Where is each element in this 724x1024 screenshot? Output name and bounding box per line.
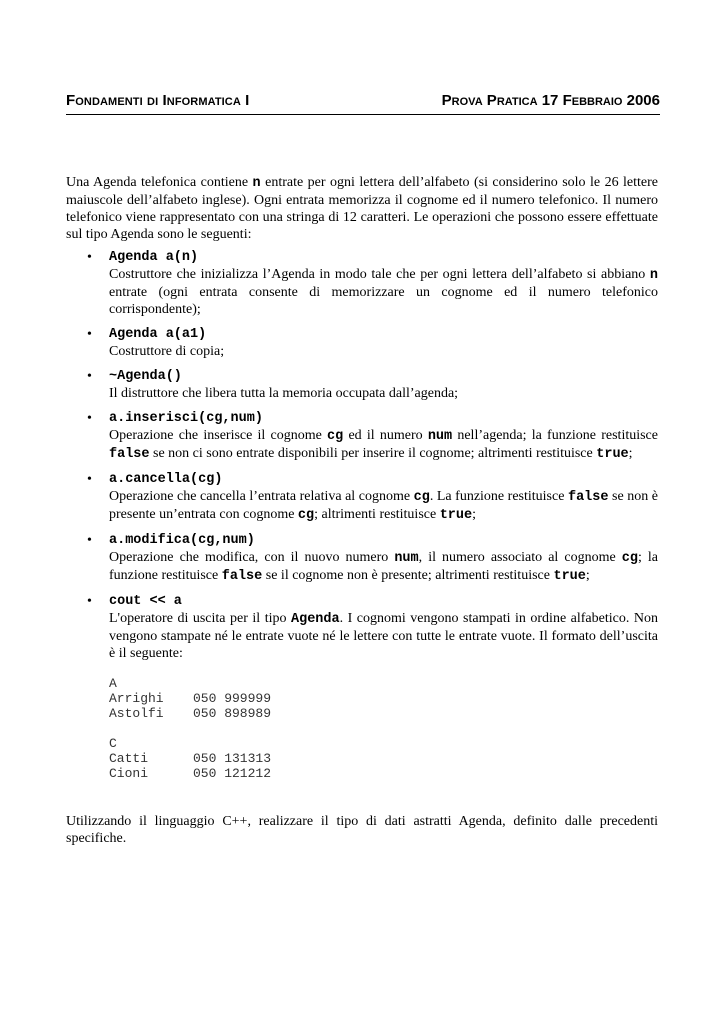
description-text: nell’agenda; la funzione restituisce [452,428,658,443]
description-text: se il cognome non è presente; altrimenti restituisce [262,568,554,583]
exam-title: Prova Pratica 17 Febbraio 2006 [441,92,660,109]
sample-entry [109,706,658,721]
operation-item [66,326,658,360]
operation-description [109,610,658,662]
course-title: Fondamenti di Informatica I [66,92,250,109]
bullet-icon: • [87,594,92,609]
operation-item [66,249,658,318]
description-text: Operazione che inserisce il cognome [109,428,328,443]
entry-phone: 050 131313 [193,751,272,766]
operation-description [109,488,658,524]
entry-phone: 050 898989 [193,706,272,721]
operation-description [109,343,658,360]
entry-phone: 050 121212 [193,766,272,781]
bullet-icon: • [87,533,92,548]
description-text: entrate (ogni entrata consente di memorizzare un cognome ed il numero telefonico corrispondente); [109,285,658,317]
document-body [66,174,658,847]
description-text: ; [628,446,633,461]
bullet-icon: • [87,327,92,342]
sample-entry [109,766,658,781]
description-text: Costruttore che inizializza l’Agenda in modo tale che per ogni lettera dell’alfabeto si abbiano [109,267,650,282]
sample-output-block [109,676,658,781]
operation-item [66,410,658,463]
intro-code-n: n [252,176,261,191]
operation-item [66,471,658,524]
sample-letter: C [109,736,117,751]
bullet-icon: • [87,369,92,384]
operation-description [109,385,658,402]
operation-description [109,549,658,585]
inline-code: cg [413,490,430,505]
operations-list [66,249,658,662]
description-text: Operazione che modifica, con il nuovo numero [109,550,395,565]
inline-code: num [394,551,419,566]
inline-code: true [553,569,586,584]
description-text: ; la funzione restituisce [109,550,658,583]
sample-letter: A [109,676,117,691]
closing-paragraph: Utilizzando il linguaggio C++, realizzare il tipo di dati astratti Agenda, definito dalle precedenti specifiche. [66,814,658,846]
intro-paragraph [66,174,658,243]
inline-code: cg [621,551,638,566]
operation-signature: a.modifica(cg,num) [109,533,255,548]
inline-code: false [109,447,150,462]
operation-signature: a.cancella(cg) [109,472,223,487]
operation-signature: Agenda a(a1) [109,327,207,342]
inline-code: cg [297,508,315,523]
operation-item [66,593,658,662]
description-text: . La funzione restituisce [429,489,568,504]
bullet-icon: • [87,250,92,265]
sample-entry [109,751,658,766]
operation-signature: ~Agenda() [109,369,182,384]
description-text: Operazione che cancella l’entrata relativa al cognome [109,489,414,504]
operation-signature: cout << a [109,594,182,609]
operation-item [66,532,658,585]
inline-code: cg [327,429,344,444]
blank-line [109,721,658,736]
description-text: , il numero associato al cognome [418,550,622,565]
operation-signature: a.inserisci(cg,num) [109,411,263,426]
description-text: se non è presente un’entrata con cognome [109,489,658,522]
bullet-icon: • [87,411,92,426]
sample-entry [109,691,658,706]
description-text: ; altrimenti restituisce [314,507,440,522]
operation-item [66,368,658,402]
operation-description [109,427,658,463]
description-text: ed il numero [343,428,428,443]
description-text: Il distruttore che libera tutta la memoria occupata dall’agenda; [109,386,459,401]
entry-surname: Catti [109,751,149,766]
entry-phone: 050 999999 [193,691,272,706]
entry-surname: Astolfi [109,706,164,721]
inline-code: Agenda [291,612,340,627]
description-text: Costruttore di copia; [109,344,225,359]
description-text: se non ci sono entrate disponibili per inserire il cognome; altrimenti restituisce [149,446,597,461]
description-text: ; [585,568,590,583]
bullet-icon: • [87,472,92,487]
inline-code: true [439,508,473,523]
inline-code: true [596,447,629,462]
description-text: L'operatore di uscita per il tipo [109,611,291,626]
entry-surname: Arrighi [109,691,164,706]
operation-description [109,266,658,318]
intro-text-1: Una Agenda telefonica contiene [66,175,253,190]
inline-code: n [649,268,658,283]
inline-code: false [221,569,263,584]
description-text: ; [472,507,476,522]
intro-text-2: entrate per ogni lettera dell’alfabeto (si considerino solo le 26 lettere maiuscole dell’alfabeto inglese). Ogni entrata memorizza il cognome ed il numero telefonico. Il numero telefonico viene rappresentato con una stringa di 12 caratteri. Le operazioni che possono essere effettuate sul tipo Agenda sono le seguenti: [66,175,659,242]
description-text: . I cognomi vengono stampati in ordine alfabetico. Non vengono stampate né le entrate vuote né le lettere con tutte le entrate vuote. Il formato dell’uscita è il seguente: [109,611,658,661]
inline-code: num [427,429,453,444]
page-header [66,92,660,115]
inline-code: false [567,490,609,505]
entry-surname: Cioni [109,766,149,781]
operation-signature: Agenda a(n) [109,250,199,265]
